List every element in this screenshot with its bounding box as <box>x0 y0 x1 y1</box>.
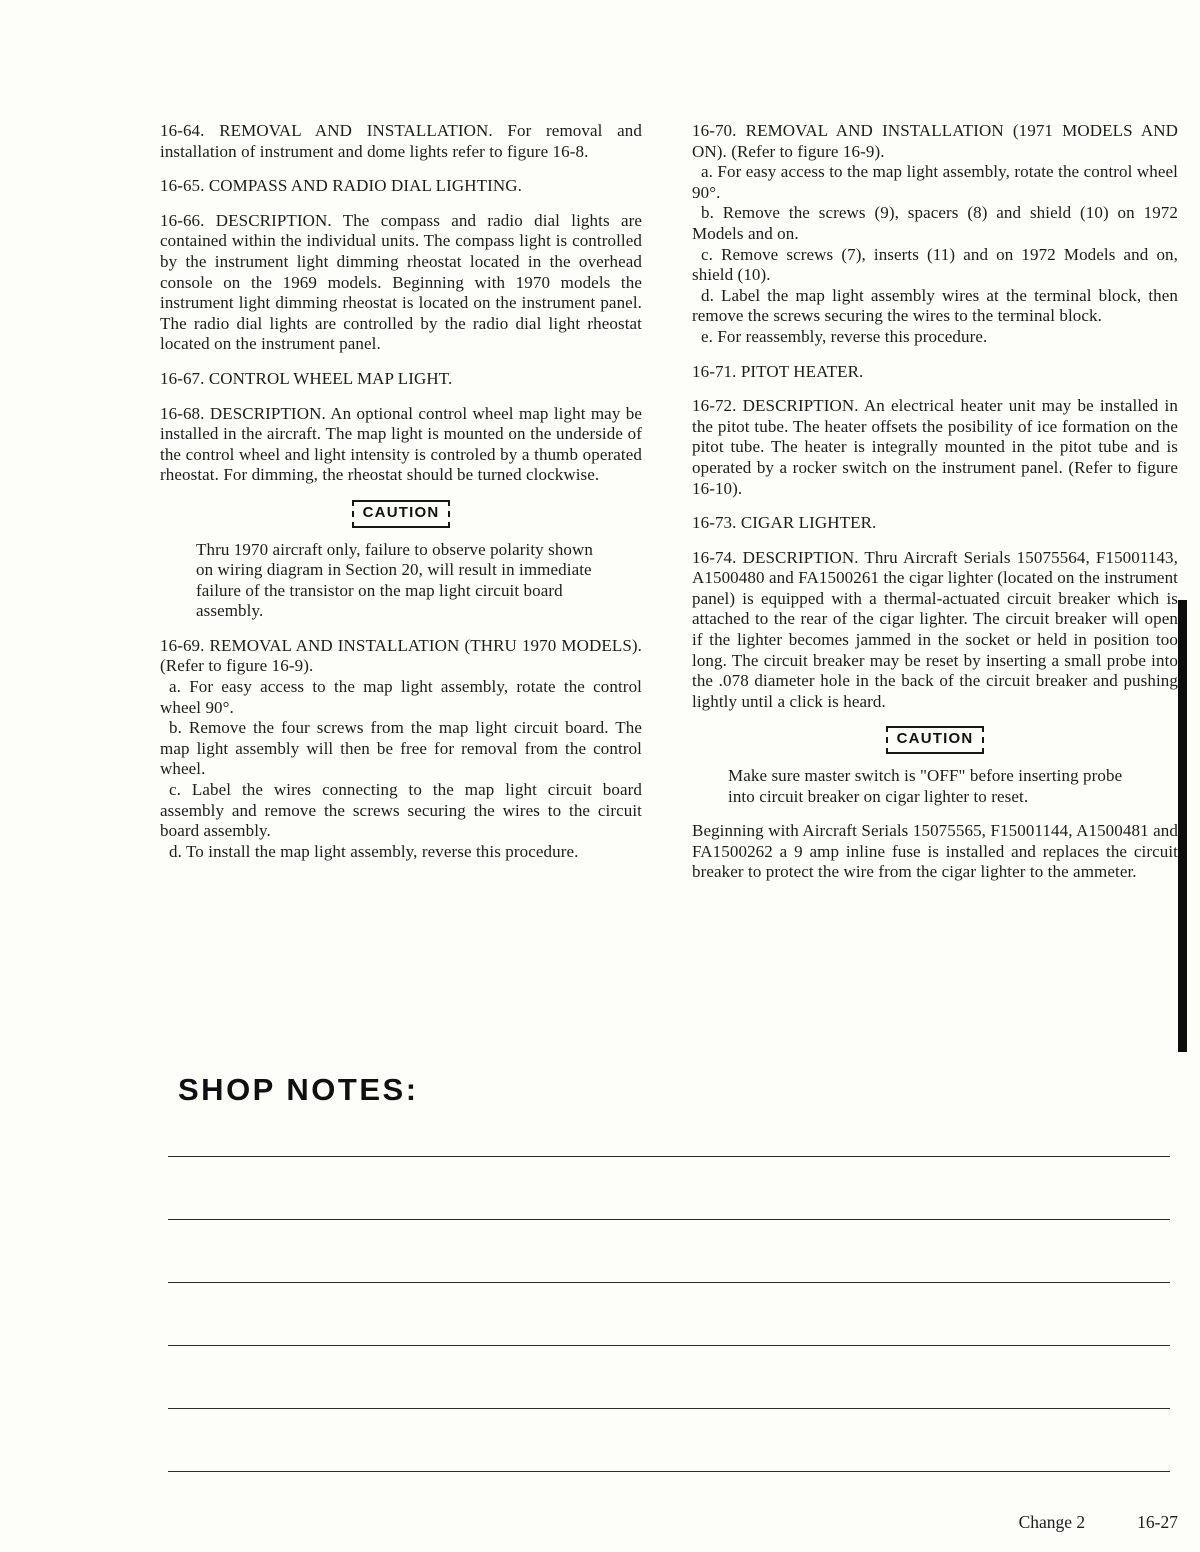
caution-label: CAUTION <box>352 500 451 528</box>
change-bar <box>1178 600 1187 1052</box>
heading-16-65: 16-65. COMPASS AND RADIO DIAL LIGHTING. <box>160 176 523 196</box>
caution-text-right: Make sure master switch is "OFF" before inserting probe into circuit breaker on cigar lighter to reset. <box>728 766 1123 806</box>
left-column <box>160 121 642 876</box>
heading-16-69: 16-69. REMOVAL AND INSTALLATION (THRU 1970 MODELS). (Refer to figure 16-9). <box>160 635 642 676</box>
shop-notes-line <box>168 1156 1170 1157</box>
page-footer <box>692 1512 1178 1533</box>
shop-notes-heading: SHOP NOTES: <box>178 1072 419 1107</box>
step-c: c. Remove screws (7), inserts (11) and on 1972 Models and on, shield (10). <box>692 244 1178 285</box>
para-16-74: 16-74. DESCRIPTION. Thru Aircraft Serials 15075564, F15001143, A1500480 and FA1500261 the cigar lighter (located on the instrument panel) is equipped with a thermal-actuated circuit breaker which is attached to the rear of the cigar lighter. The circuit breaker will open if the lighter becomes jammed in the socket or held in position too long. The circuit breaker may be reset by inserting a small probe into the .078 diameter hole in the back of the circuit breaker and pushing lightly until a click is heard. <box>692 547 1178 711</box>
shop-notes-line <box>168 1408 1170 1409</box>
shop-notes-lines <box>168 1156 1170 1534</box>
para-16-68: 16-68. DESCRIPTION. An optional control wheel map light may be installed in the aircraft. The map light is mounted on the underside of the control wheel and light intensity is controled by a thumb operated rheostat. For dimming, the rheostat should be turned clockwise. <box>160 403 642 485</box>
page-number: 16-27 <box>1137 1512 1178 1532</box>
step-d: d. Label the map light assembly wires at the terminal block, then remove the screws securing the wires to the terminal block. <box>692 285 1178 326</box>
caution-text-left: Thru 1970 aircraft only, failure to observe polarity shown on wiring diagram in Section 20, will result in immediate failure of the transistor on the map light circuit board assembly. <box>196 539 593 621</box>
heading-16-70: 16-70. REMOVAL AND INSTALLATION (1971 MODELS AND ON). (Refer to figure 16-9). <box>692 121 1178 161</box>
shop-notes-line <box>168 1471 1170 1472</box>
shop-notes-line <box>168 1345 1170 1346</box>
caution-box-right <box>692 726 1178 754</box>
heading-16-67: 16-67. CONTROL WHEEL MAP LIGHT. <box>160 368 453 388</box>
step-d: d. To install the map light assembly, reverse this procedure. <box>169 841 579 861</box>
heading-16-73: 16-73. CIGAR LIGHTER. <box>692 513 877 533</box>
shop-notes-line <box>168 1219 1170 1220</box>
step-c: c. Label the wires connecting to the map light circuit board assembly and remove the screws securing the wires to the circuit board assembly. <box>160 780 642 841</box>
step-a: a. For easy access to the map light assembly, rotate the control wheel 90°. <box>692 162 1178 202</box>
step-a: a. For easy access to the map light assembly, rotate the control wheel 90°. <box>160 677 642 717</box>
para-16-66: 16-66. DESCRIPTION. The compass and radio dial lights are contained within the individual units. The compass light is controlled by the instrument light dimming rheostat located in the overhead console on the 1969 models. Beginning with 1970 models the instrument light dimming rheostat is located on the instrument panel. The radio dial lights are controlled by the radio dial light rheostat located on the instrument panel. <box>160 210 642 354</box>
step-e: e. For reassembly, reverse this procedure. <box>701 326 988 346</box>
caution-box-left <box>160 500 642 528</box>
heading-16-71: 16-71. PITOT HEATER. <box>692 361 864 381</box>
step-b: b. Remove the screws (9), spacers (8) and shield (10) on 1972 Models and on. <box>692 203 1178 243</box>
para-final: Beginning with Aircraft Serials 15075565, F15001144, A1500481 and FA1500262 a 9 amp inline fuse is installed and replaces the circuit breaker to protect the wire from the cigar lighter to the ammeter. <box>692 821 1178 882</box>
steps-16-69 <box>160 677 642 862</box>
shop-notes-line <box>168 1282 1170 1283</box>
right-column <box>692 121 1178 897</box>
step-b: b. Remove the four screws from the map light circuit board. The map light assembly will then be free for removal from the control wheel. <box>160 718 642 779</box>
steps-16-70 <box>692 162 1178 347</box>
change-number: Change 2 <box>1018 1512 1086 1532</box>
para-16-72: 16-72. DESCRIPTION. An electrical heater unit may be installed in the pitot tube. The heater offsets the posibility of ice formation on the pitot tube. The heater is integrally mounted in the pitot tube and is operated by a rocker switch on the instrument panel. (Refer to figure 16-10). <box>692 396 1178 498</box>
caution-label: CAUTION <box>886 726 985 754</box>
para-16-64: 16-64. REMOVAL AND INSTALLATION. For removal and installation of instrument and dome lights refer to figure 16-8. <box>160 121 642 161</box>
